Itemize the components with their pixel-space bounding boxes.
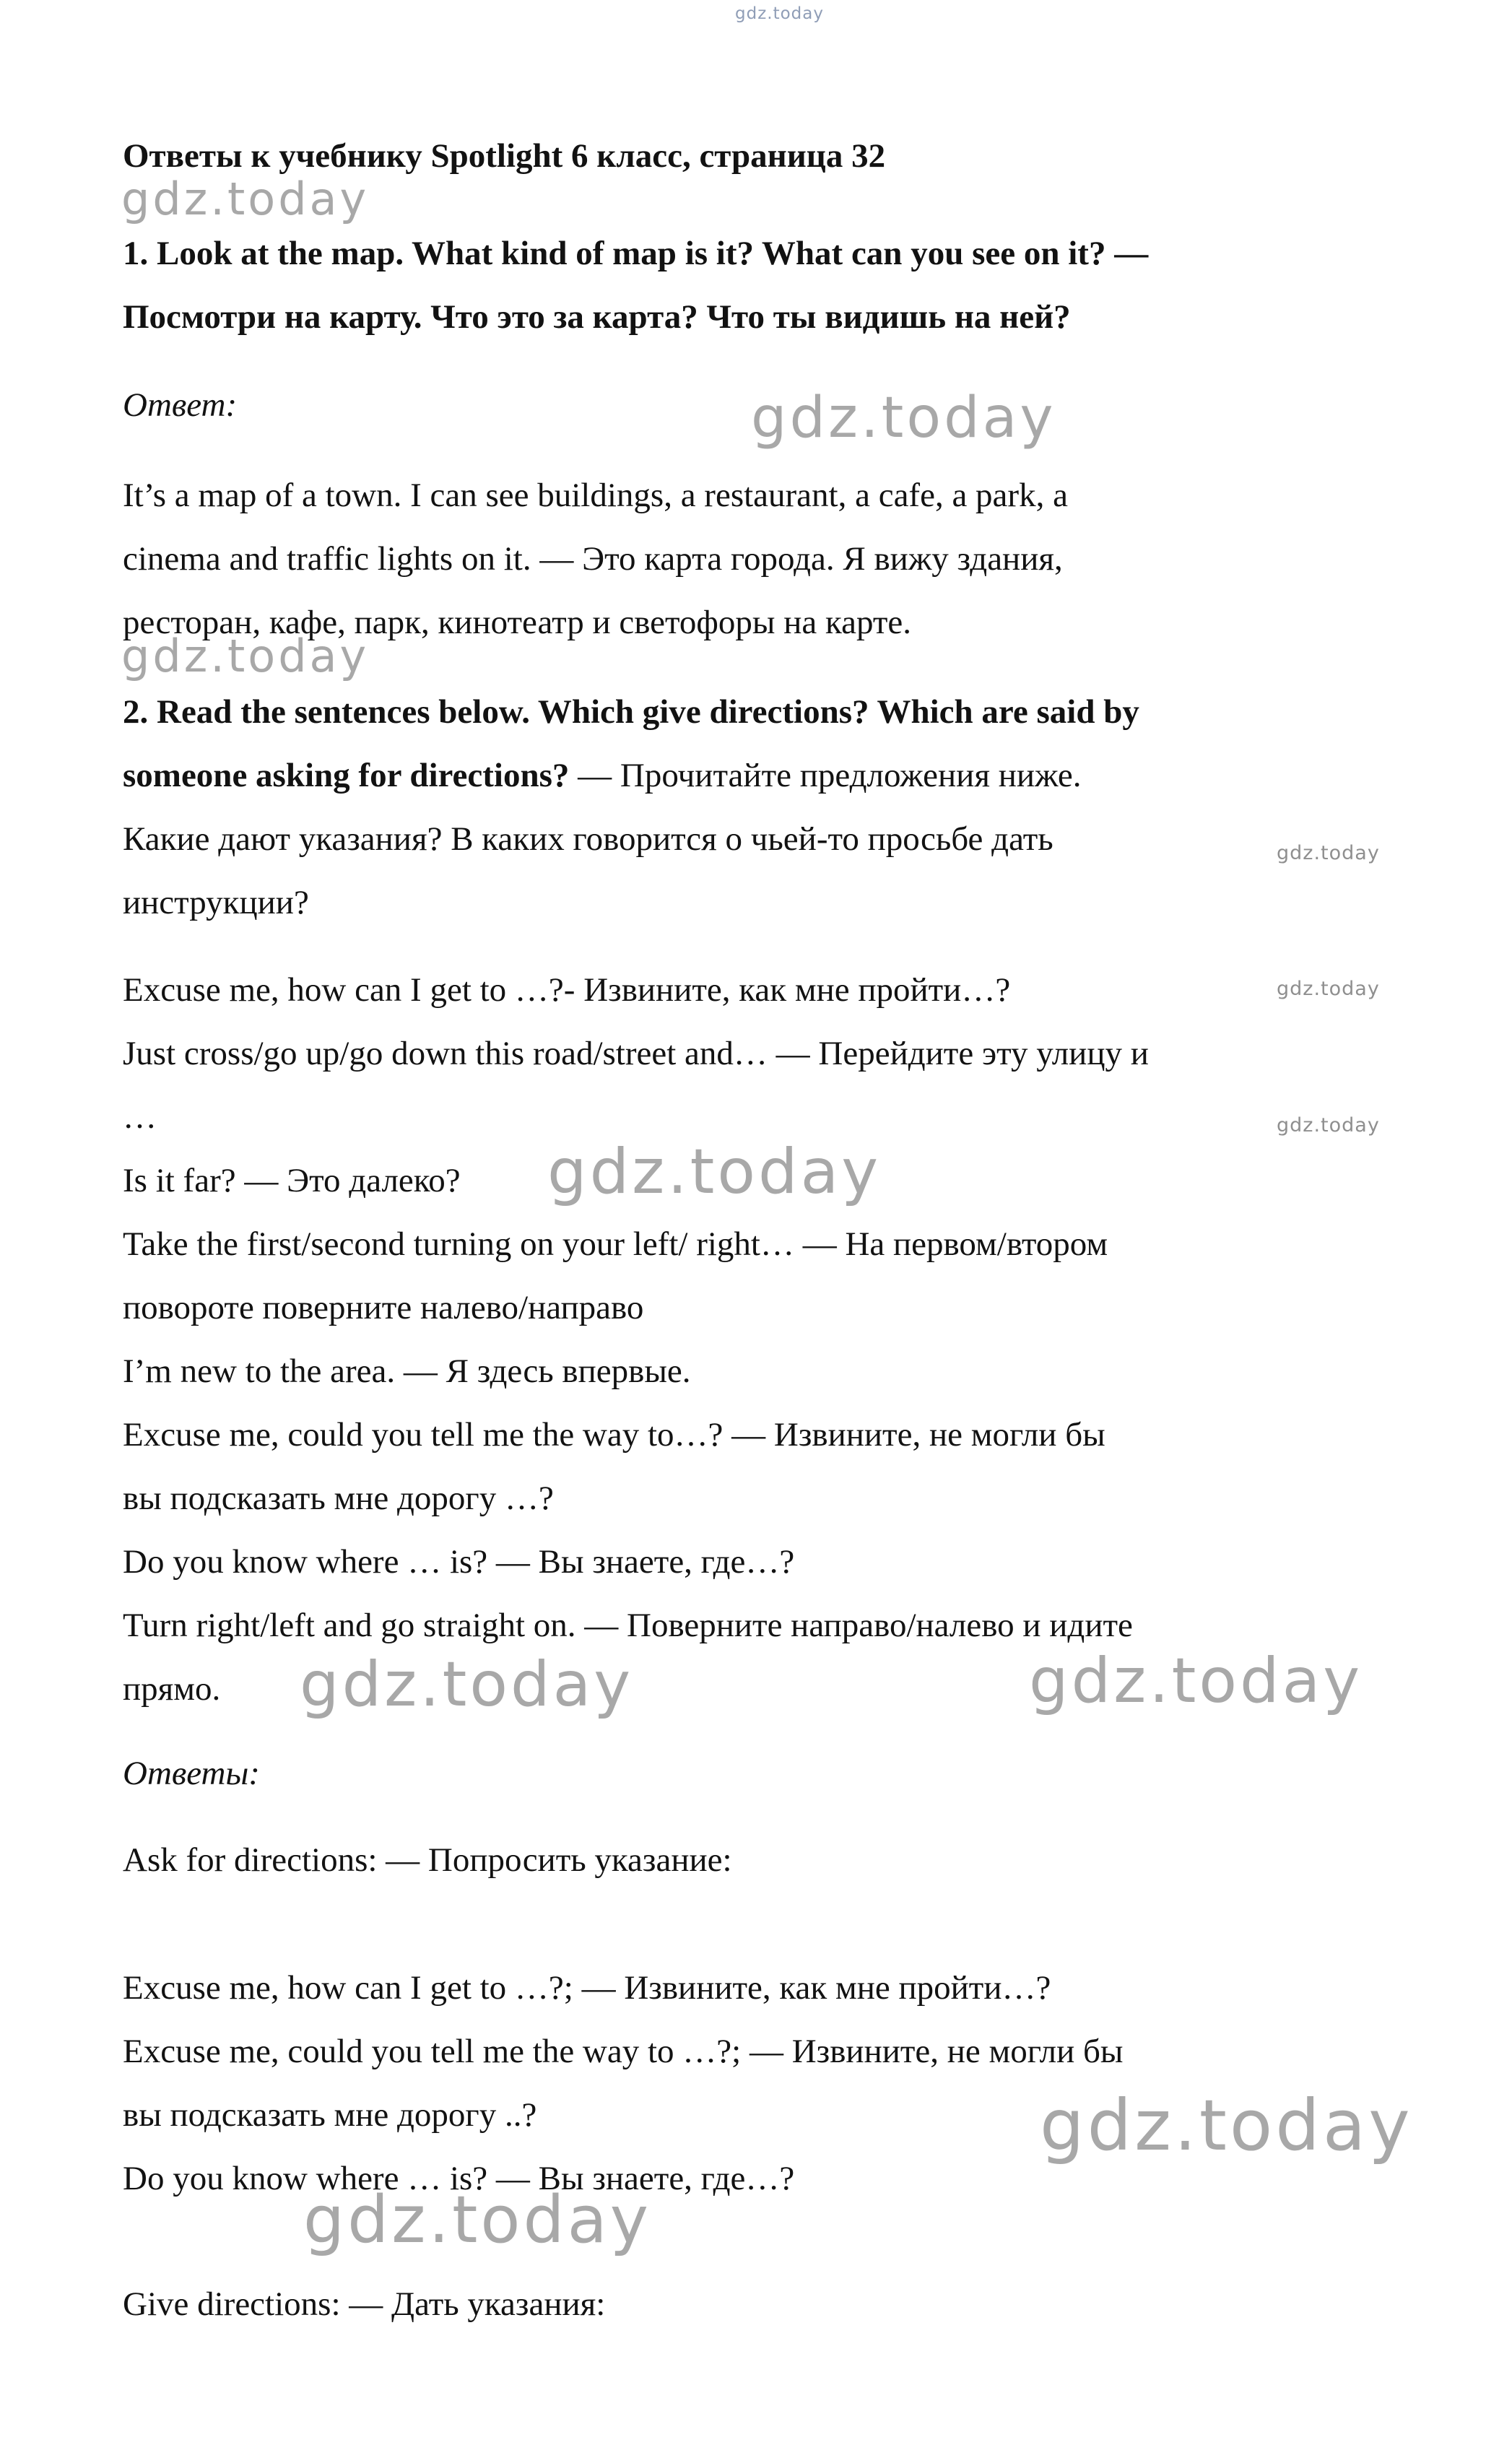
gdz-watermark: gdz.today [735, 4, 824, 23]
answer-line: Excuse me, could you tell me the way to …?; — Извините, не могли бы [123, 2033, 1124, 2070]
answer-1-line: cinema and traffic lights on it. — Это карта города. Я вижу здания, [123, 540, 1063, 578]
phrase-line: Do you know where … is? — Вы знаете, где…? [123, 1543, 795, 1581]
question-2-line: 2. Read the sentences below. Which give directions? Which are said by [123, 693, 1139, 731]
answer-line: вы подсказать мне дорогу ..? [123, 2096, 537, 2134]
question-1-line: 1. Look at the map. What kind of map is it? What can you see on it? — [123, 235, 1149, 272]
answers-label: Ответы: [123, 1755, 260, 1792]
question-2-bold-part: someone asking for directions? [123, 757, 570, 794]
phrase-line: прямо. [123, 1670, 221, 1708]
question-2-line [123, 744, 1466, 807]
answer-1 [123, 464, 1466, 654]
gdz-watermark: gdz.today [1277, 842, 1380, 864]
phrase-line: вы подсказать мне дорогу …? [123, 1480, 554, 1517]
question-2-line: инструкции? [123, 884, 309, 921]
question-2-regular-part: — Прочитайте предложения ниже. [569, 757, 1082, 794]
give-directions-heading: Give directions: — Дать указания: [123, 2285, 606, 2323]
answer-1-line: It’s a map of a town. I can see buildings, a restaurant, a cafe, a park, a [123, 477, 1068, 514]
question-1 [123, 222, 1466, 349]
phrase-line: I’m new to the area. — Я здесь впервые. [123, 1352, 691, 1390]
phrase-line: Excuse me, how can I get to …?- Извините, как мне пройти…? [123, 971, 1011, 1009]
page-title: Ответы к учебнику Spotlight 6 класс, страница 32 [123, 137, 886, 175]
question-1-line: Посмотри на карту. Что это за карта? Что ты видишь на ней? [123, 298, 1071, 336]
gdz-watermark: gdz.today [121, 630, 370, 682]
page-content [123, 124, 1466, 2336]
gdz-watermark: gdz.today [1029, 1645, 1363, 1717]
gdz-watermark: gdz.today [1277, 1114, 1380, 1137]
ask-directions-heading: Ask for directions: — Попросить указание: [123, 1841, 732, 1879]
answer-1-line: ресторан, кафе, парк, кинотеатр и светофоры на карте. [123, 604, 911, 641]
question-2-line: Какие дают указания? В каких говорится о чьей-то просьбе дать [123, 820, 1053, 858]
phrase-line: повороте поверните налево/направо [123, 1289, 644, 1326]
phrase-line: Excuse me, could you tell me the way to…? — Извините, не могли бы [123, 1416, 1105, 1454]
gdz-watermark: gdz.today [121, 173, 370, 225]
gdz-watermark: gdz.today [303, 2182, 652, 2258]
phrase-line: Just cross/go up/go down this road/street and… — Перейдите эту улицу и [123, 1035, 1149, 1072]
ask-directions-list [123, 1956, 1466, 2210]
gdz-watermark: gdz.today [300, 1648, 634, 1721]
phrase-line: Is it far? — Это далеко? [123, 1162, 461, 1199]
answer-line: Do you know where … is? — Вы знаете, где…? [123, 2160, 795, 2197]
question-2 [123, 680, 1466, 934]
phrase-line: … [123, 1098, 157, 1136]
answer-label-1: Ответ: [123, 386, 238, 424]
gdz-watermark: gdz.today [1277, 978, 1380, 1000]
gdz-watermark: gdz.today [547, 1136, 882, 1208]
phrase-line: Turn right/left and go straight on. — Поверните направо/налево и идите [123, 1607, 1133, 1644]
gdz-watermark: gdz.today [751, 386, 1056, 451]
phrase-list [123, 958, 1466, 1721]
answer-line: Excuse me, how can I get to …?; — Извините, как мне пройти…? [123, 1969, 1051, 2007]
phrase-line: Take the first/second turning on your left/ right… — На первом/втором [123, 1225, 1108, 1263]
gdz-watermark: gdz.today [1040, 2085, 1413, 2166]
